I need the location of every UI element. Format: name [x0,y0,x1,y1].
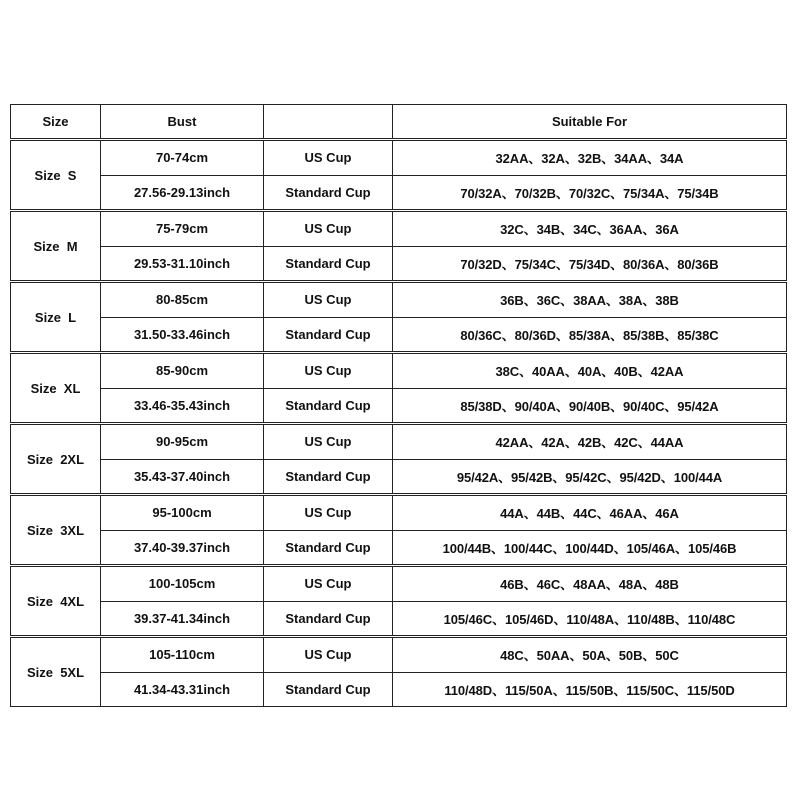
header-row [11,105,787,140]
standard-cup-label-cell: Standard Cup [264,246,393,282]
us-cup-label-cell: US Cup [264,637,393,673]
table-row [11,495,787,531]
bust-inch-cell: 33.46-35.43inch [101,388,264,424]
table-row [11,459,787,495]
us-cup-label-cell: US Cup [264,495,393,531]
us-cup-label-cell: US Cup [264,566,393,602]
size-label-cell: Size XL [11,353,101,424]
us-cup-label-cell: US Cup [264,353,393,389]
size-label-cell: Size 3XL [11,495,101,566]
bust-cm-cell: 70-74cm [101,140,264,176]
size-table-body [11,140,787,707]
standard-cup-fit-cell: 85/38D、90/40A、90/40B、90/40C、95/42A [393,388,787,424]
bust-cm-cell: 95-100cm [101,495,264,531]
table-row [11,175,787,211]
header-type [264,105,393,140]
standard-cup-fit-cell: 70/32D、75/34C、75/34D、80/36A、80/36B [393,246,787,282]
bust-inch-cell: 39.37-41.34inch [101,601,264,637]
table-row [11,211,787,247]
table-row [11,353,787,389]
bust-inch-cell: 27.56-29.13inch [101,175,264,211]
bust-cm-cell: 85-90cm [101,353,264,389]
us-cup-label-cell: US Cup [264,424,393,460]
bust-cm-cell: 100-105cm [101,566,264,602]
size-label-cell: Size M [11,211,101,282]
size-label-cell: Size L [11,282,101,353]
us-cup-label-cell: US Cup [264,140,393,176]
us-cup-fit-cell: 32AA、32A、32B、34AA、34A [393,140,787,176]
bust-inch-cell: 29.53-31.10inch [101,246,264,282]
bust-inch-cell: 31.50-33.46inch [101,317,264,353]
table-row [11,282,787,318]
standard-cup-label-cell: Standard Cup [264,601,393,637]
standard-cup-fit-cell: 70/32A、70/32B、70/32C、75/34A、75/34B [393,175,787,211]
bust-cm-cell: 105-110cm [101,637,264,673]
standard-cup-fit-cell: 105/46C、105/46D、110/48A、110/48B、110/48C [393,601,787,637]
bust-cm-cell: 90-95cm [101,424,264,460]
table-row [11,637,787,673]
table-row [11,388,787,424]
size-label-cell: Size 5XL [11,637,101,707]
us-cup-label-cell: US Cup [264,211,393,247]
bust-cm-cell: 80-85cm [101,282,264,318]
bust-inch-cell: 41.34-43.31inch [101,672,264,707]
us-cup-fit-cell: 38C、40AA、40A、40B、42AA [393,353,787,389]
us-cup-fit-cell: 48C、50AA、50A、50B、50C [393,637,787,673]
us-cup-fit-cell: 44A、44B、44C、46AA、46A [393,495,787,531]
us-cup-fit-cell: 32C、34B、34C、36AA、36A [393,211,787,247]
standard-cup-label-cell: Standard Cup [264,530,393,566]
table-row [11,672,787,707]
standard-cup-fit-cell: 95/42A、95/42B、95/42C、95/42D、100/44A [393,459,787,495]
table-row [11,424,787,460]
us-cup-fit-cell: 36B、36C、38AA、38A、38B [393,282,787,318]
size-chart-table [10,104,787,707]
table-row [11,140,787,176]
table-row [11,246,787,282]
standard-cup-label-cell: Standard Cup [264,175,393,211]
size-label-cell: Size 2XL [11,424,101,495]
standard-cup-fit-cell: 100/44B、100/44C、100/44D、105/46A、105/46B [393,530,787,566]
standard-cup-label-cell: Standard Cup [264,672,393,707]
table-row [11,566,787,602]
standard-cup-label-cell: Standard Cup [264,388,393,424]
bust-cm-cell: 75-79cm [101,211,264,247]
size-label-cell: Size S [11,140,101,211]
us-cup-fit-cell: 46B、46C、48AA、48A、48B [393,566,787,602]
header-bust: Bust [101,105,264,140]
table-row [11,317,787,353]
standard-cup-fit-cell: 110/48D、115/50A、115/50B、115/50C、115/50D [393,672,787,707]
standard-cup-fit-cell: 80/36C、80/36D、85/38A、85/38B、85/38C [393,317,787,353]
table-row [11,601,787,637]
header-size: Size [11,105,101,140]
us-cup-fit-cell: 42AA、42A、42B、42C、44AA [393,424,787,460]
bust-inch-cell: 35.43-37.40inch [101,459,264,495]
standard-cup-label-cell: Standard Cup [264,317,393,353]
size-label-cell: Size 4XL [11,566,101,637]
standard-cup-label-cell: Standard Cup [264,459,393,495]
bust-inch-cell: 37.40-39.37inch [101,530,264,566]
header-suitable-for: Suitable For [393,105,787,140]
table-row [11,530,787,566]
us-cup-label-cell: US Cup [264,282,393,318]
